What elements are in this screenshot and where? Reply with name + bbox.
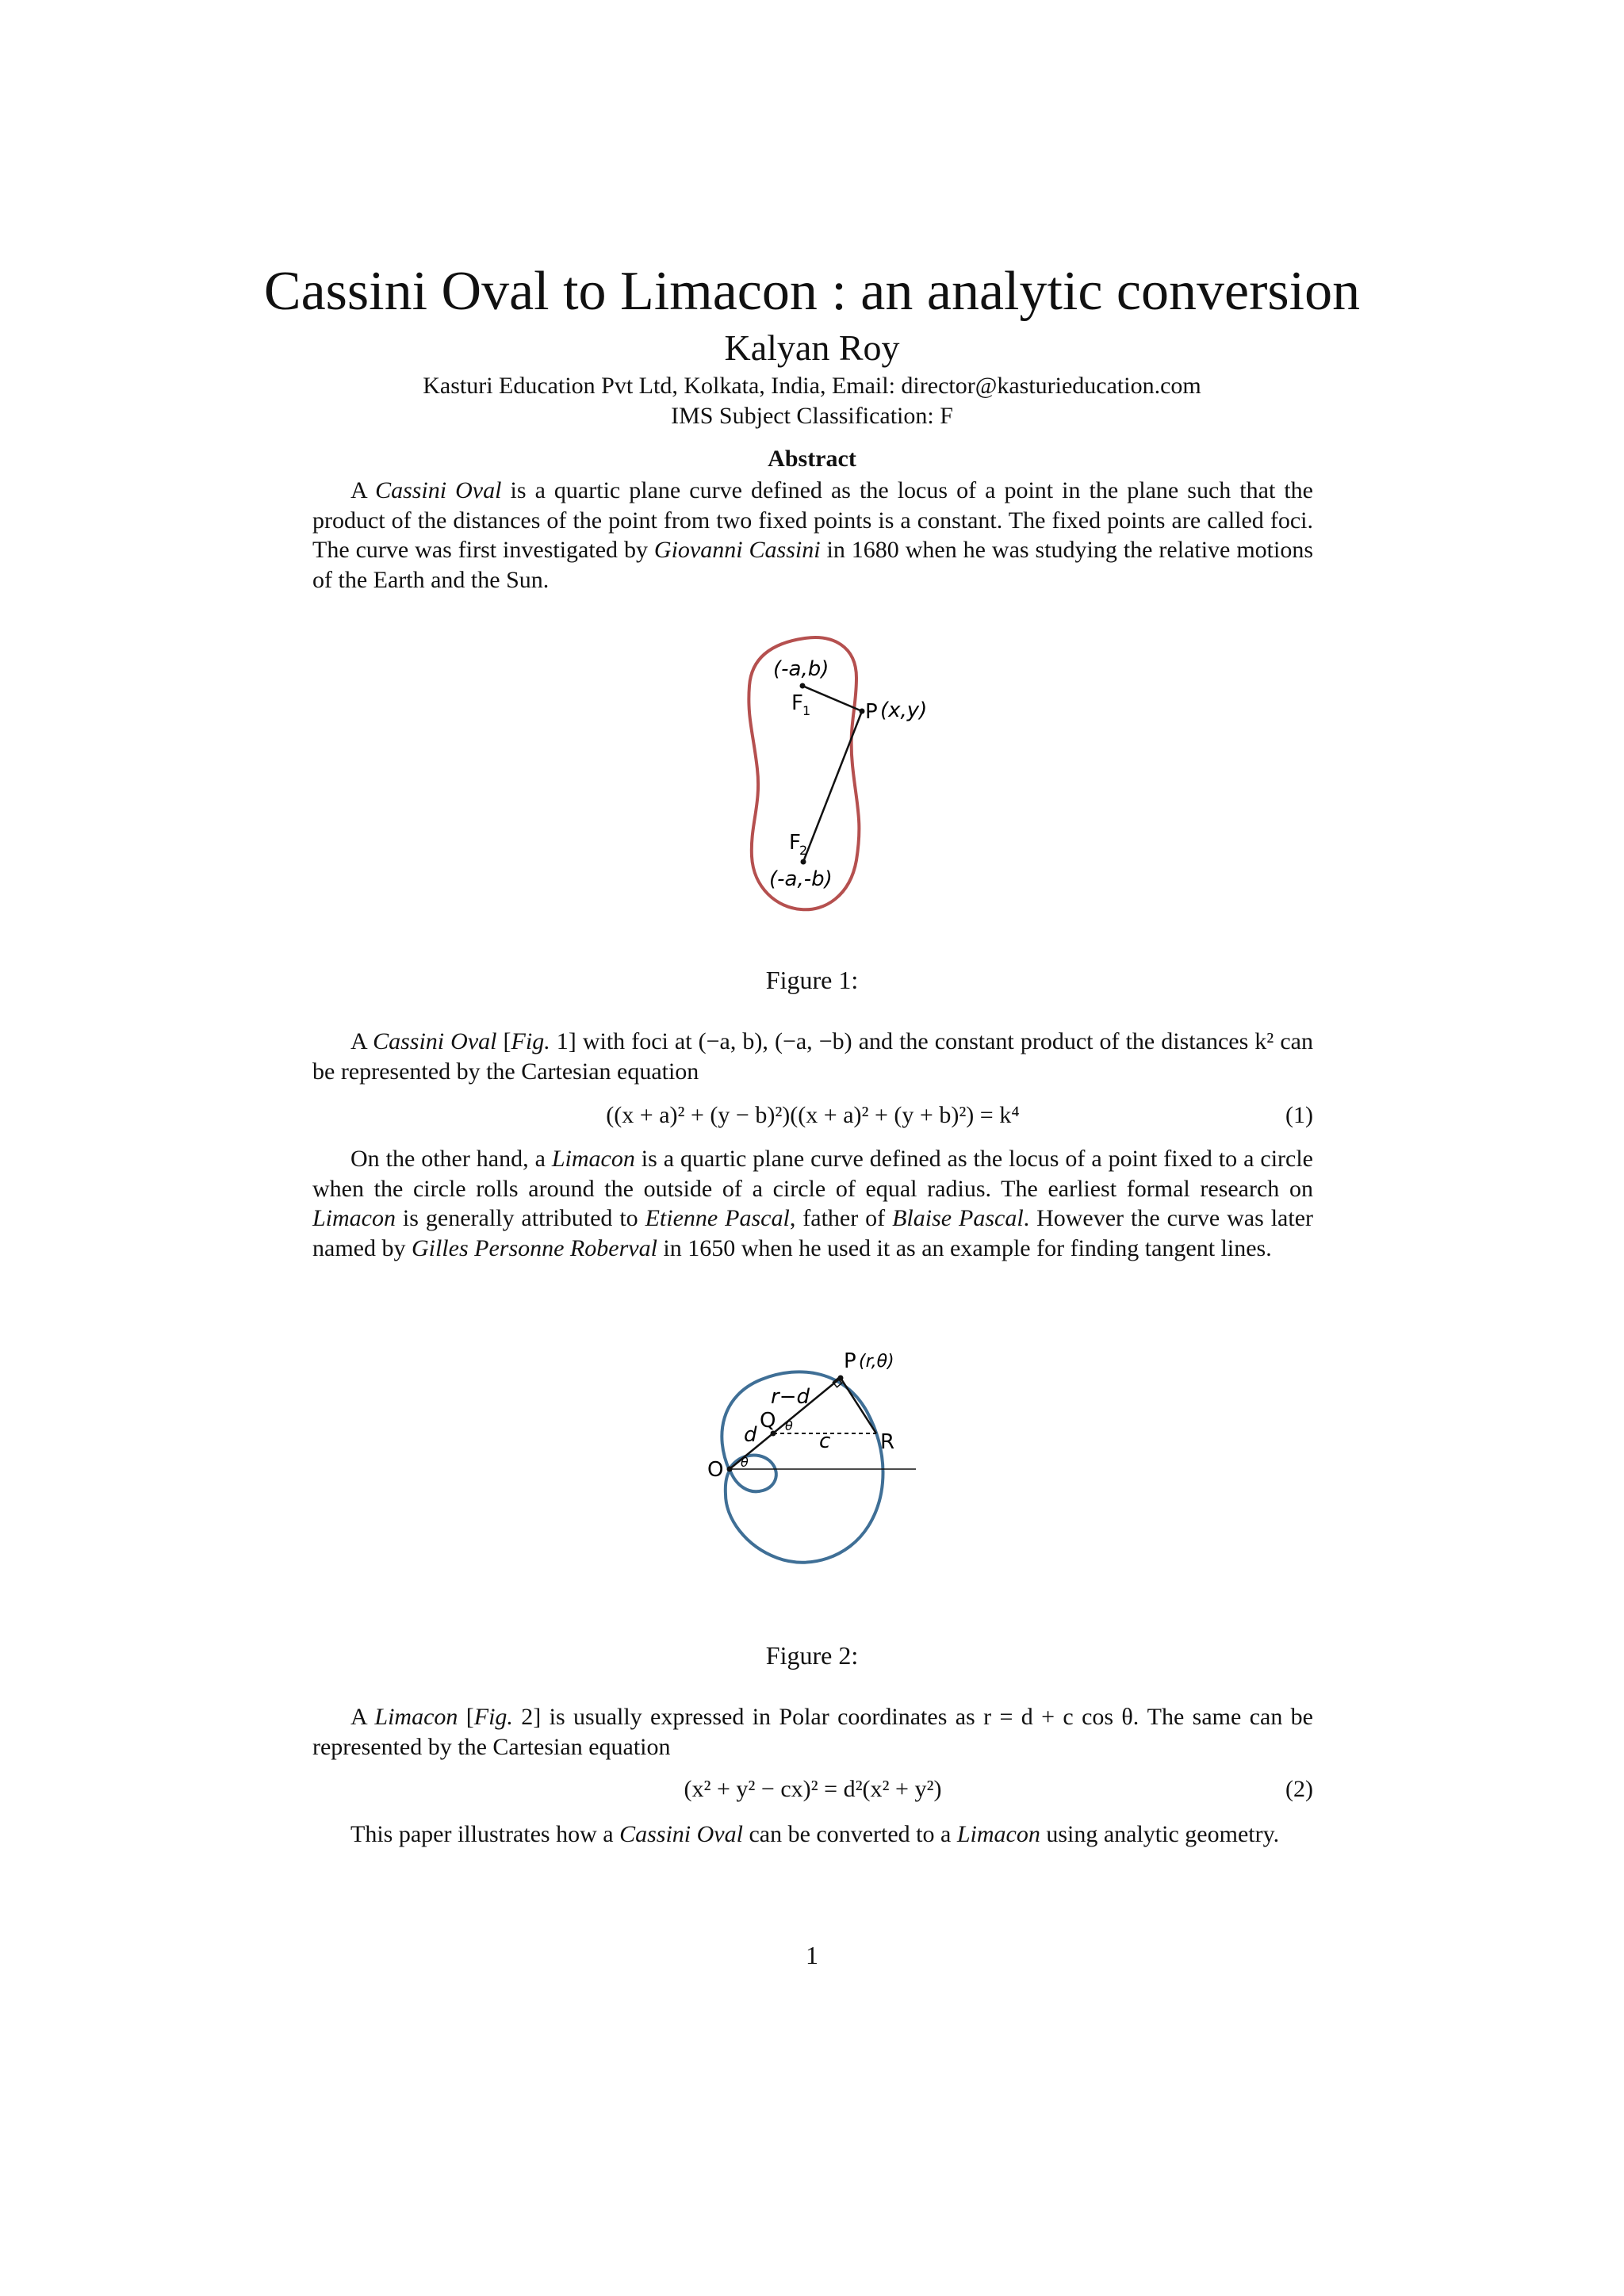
p-label: P xyxy=(844,1349,856,1373)
equation-1-number: (1) xyxy=(1285,1102,1313,1128)
paper-title: Cassini Oval to Limacon : an analytic conversion xyxy=(263,261,1361,322)
o-label: O xyxy=(707,1458,724,1482)
q-label: Q xyxy=(760,1409,776,1433)
f1-label: F xyxy=(791,691,803,715)
p-coordinate-label: (x,y) xyxy=(880,698,928,722)
abstract-paragraph: A Cassini Oval is a quartic plane curve defined as the locus of a point in the plane such that the product of the distances of the point from two fixed points is a constant. The fixed points are called foci. The curve was first investigated by Giovanni Cassini in 1680 when he was studying the relative motions of the Earth and the Sun. xyxy=(312,477,1314,593)
d-label: d xyxy=(744,1423,757,1447)
abstract-heading: Abstract xyxy=(768,446,856,472)
equation-1 xyxy=(312,1102,1313,1129)
r-label: R xyxy=(880,1430,895,1454)
figure-1-cassini-oval xyxy=(737,630,944,916)
focus-f1-point xyxy=(800,683,806,689)
paragraph-limacon-polar: A Limacon [Fig. 2] is usually expressed in Polar coordinates as r = d + c cos θ. The same can be represented by the Cartesian equation xyxy=(312,1704,1314,1760)
page-number: 1 xyxy=(806,1941,818,1969)
point-o xyxy=(727,1467,733,1472)
c-label: c xyxy=(819,1429,831,1453)
point-p xyxy=(838,1376,844,1381)
p-label: P xyxy=(865,700,878,724)
f2-label: F xyxy=(789,831,801,855)
limacon-inner-loop xyxy=(730,1455,776,1491)
subject-classification: IMS Subject Classification: F xyxy=(671,403,953,429)
figure-2-limacon xyxy=(698,1340,936,1586)
figure-1-caption: Figure 1: xyxy=(765,966,859,994)
p-coordinate-label: (r,θ) xyxy=(859,1352,894,1372)
f2-coordinate-label: (-a,-b) xyxy=(769,867,833,891)
segment-f1-p xyxy=(802,686,862,711)
equation-2-body: (x² + y² − cx)² = d²(x² + y²) xyxy=(684,1776,942,1802)
equation-1-body: ((x + a)² + (y − b)²)((x + a)² + (y + b)²) = k⁴ xyxy=(606,1102,1020,1128)
author-affiliation: Kasturi Education Pvt Ltd, Kolkata, India, Email: director@kasturieducation.com xyxy=(423,373,1201,399)
figure-2-caption: Figure 2: xyxy=(765,1641,859,1670)
paragraph-limacon-history: On the other hand, a Limacon is a quartic plane curve defined as the locus of a point fixed to a circle when the circle rolls around the outside of a circle of equal radius. The earliest formal research on Limacon is generally attributed to Etienne Pascal, father of Blaise Pascal. However the curve was later named by Gilles Personne Roberval in 1650 when he used it as an example for finding tangent lines. xyxy=(312,1146,1314,1261)
theta-label-o: θ xyxy=(741,1455,749,1470)
r-minus-d-label: r−d xyxy=(771,1385,810,1409)
author-name: Kalyan Roy xyxy=(724,327,900,368)
paragraph-conclusion: This paper illustrates how a Cassini Oval can be converted to a Limacon using analytic geometry. xyxy=(350,1821,1280,1847)
equation-2 xyxy=(312,1776,1313,1803)
point-p xyxy=(860,709,865,714)
equation-2-number: (2) xyxy=(1285,1776,1313,1802)
f2-subscript: 2 xyxy=(799,843,808,858)
paragraph-cassini-equation: A Cassini Oval [Fig. 1] with foci at (−a, b), (−a, −b) and the constant product of the distances k² can be represented by the Cartesian equation xyxy=(312,1028,1313,1085)
segment-f2-p xyxy=(803,711,862,862)
f1-subscript: 1 xyxy=(802,703,811,718)
theta-label-q: θ xyxy=(785,1418,793,1433)
focus-f2-point xyxy=(801,859,806,865)
segment-p-r xyxy=(841,1378,876,1433)
f1-coordinate-label: (-a,b) xyxy=(773,657,829,681)
